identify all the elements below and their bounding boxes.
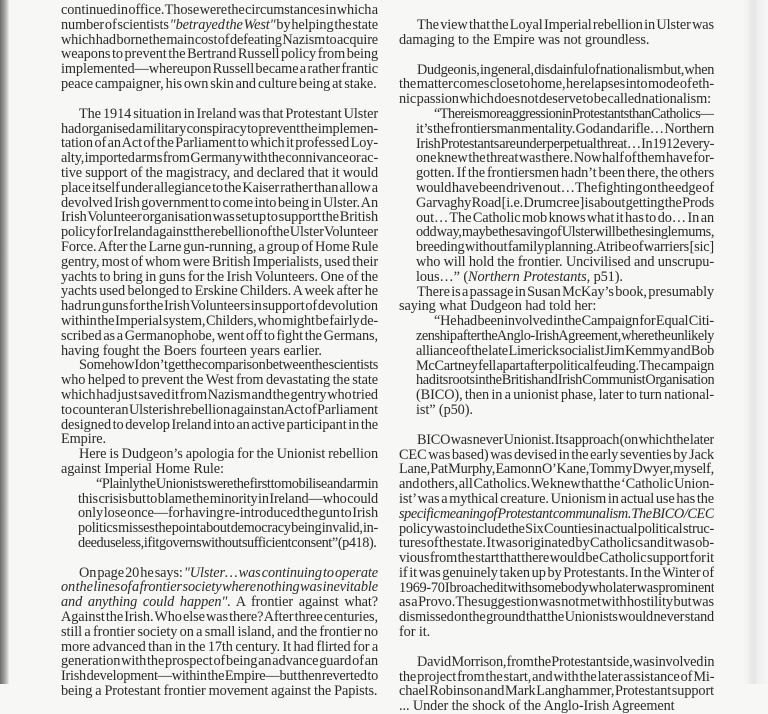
text-line: who will hold the frontier. Uncivilised and unscrupu- [416, 254, 714, 270]
text-line: and others, all Catholics. We knew that the ‘Catholic Union- [399, 477, 714, 492]
paragraph [61, 566, 378, 699]
text-line: odd way, maybe the saving of Ulster will be the single mums, [416, 225, 714, 241]
text-line: “He had been involved in the Campaign for Equal Citi- [434, 314, 714, 329]
text-line: being a Protestant frontier movement against the Papists. [61, 684, 378, 699]
text-line: would have been driven out… The fighting on the edge of [416, 180, 714, 196]
text-line: it’s the frontiersman mentality. God and a rifle… Northern [416, 121, 714, 137]
text-line [399, 507, 714, 522]
page-left-edge-shadow [0, 0, 9, 684]
text-run: , p51). [586, 269, 623, 285]
text-run: number of scientists [61, 17, 170, 33]
text-line: which had borne the main cost of defeating Nazism to acquire [61, 32, 378, 48]
paragraph [399, 655, 714, 714]
text-line: the project from the start, and with the later assistance of Mi- [399, 669, 714, 685]
paragraph [399, 18, 714, 48]
italic-text: Northern Protestants [468, 269, 587, 285]
text-line: Irish Protestants are under perpetual threat… In 1912 every- [416, 136, 714, 152]
text-line: had run guns for the Irish Volunteers in support of devolution [61, 299, 378, 314]
text-line: BICO was never Unionist. Its approach (on which the later [417, 432, 714, 448]
text-line: tures of the state. It was originated by Catholics and it was ob- [399, 536, 714, 552]
text-line: Dudgeon is, in general, disdainful of nationalism but, when [417, 62, 714, 78]
italic-text: specific meaning of Protestant communalism. The BICO/CEC [399, 506, 714, 522]
text-line: The view that the Loyal Imperial rebellion in Ulster was [417, 18, 714, 33]
text-line [61, 18, 378, 33]
text-line: only lose once—for having re-introduced the gun to Irish [78, 506, 378, 522]
text-line: Force. After the Larne gun-running, a group of Home Rule [61, 239, 378, 255]
text-line: weapons to prevent the Bertrand Russell policy from being [61, 47, 378, 63]
text-line: Lane, Pat Murphy, Eamonn O’Kane, Tommy Dwyer, myself, [399, 462, 714, 478]
right-column [399, 3, 714, 714]
text-line: more advanced than in the 17th century. It had flirted for a [61, 639, 378, 655]
block-quote [61, 477, 378, 551]
text-line: “There is more aggression in Protestants than Catholics— [434, 106, 714, 122]
text-line: McCartney fell apart after political feuding. The campaign [416, 358, 714, 374]
text-line: having fought the Boers fourteen years earlier. [61, 343, 322, 359]
text-line: ist” (p50). [416, 402, 473, 418]
text-line: tive support of the magistracy, and declared that it would [61, 165, 378, 181]
text-line: There is a passage in Susan McKay’s book, presumably [417, 284, 714, 300]
text-line: Somehow I don’t get the comparison between the scientists [79, 358, 378, 374]
text-line: generation with the prospect of being an advance guard of an [61, 654, 378, 670]
text-line: policy for Ireland against the rebellion of the Ulster Volunteer [61, 225, 378, 240]
text-line: had organised a military conspiracy to prevent the implemen- [61, 121, 378, 137]
text-line: which had just saved it from Nazism and the gentry who tried [61, 387, 378, 403]
paragraph [399, 433, 714, 640]
text-line: this crisis but to blame the minority in Ireland—who could [78, 491, 378, 507]
text-line: within the Imperial system, Childers, who might be fairly de- [61, 313, 378, 329]
text-line: designed to develop Ireland into an active participant in the [61, 417, 378, 433]
italic-text: on the lines of a frontier society where nothing was inevitable [61, 580, 378, 596]
paragraph [61, 107, 378, 359]
text-line: David Morrison, from the Protestant side, was involved in [417, 654, 714, 670]
italic-text: "betrayed the West" [169, 17, 276, 33]
text-line: continued in office. Those were the circumstances in which a [61, 3, 378, 18]
text-line: Here is Dudgeon’s apologia for the Unionist rebellion [79, 447, 378, 462]
block-quote [399, 314, 714, 418]
text-line: one knew the threat was there. Now half of them have for- [416, 151, 714, 167]
paragraph [399, 285, 714, 315]
text-line: peace campaigner, his own skin and culture being at stake. [61, 76, 377, 92]
text-line: deed useless, if it governs without sufficient consent” (p418). [78, 535, 377, 551]
text-run: A frontier against what? [230, 595, 378, 611]
paragraph [61, 447, 378, 477]
text-line: 1969-70 I broached it with somebody who later was prominent [399, 580, 714, 596]
paragraph [399, 63, 714, 107]
text-line: ist’ was a mythical creature. Unionism in actual use has the [399, 491, 714, 507]
text-line: (BICO), then in a unionist phase, later to turn national- [416, 388, 714, 403]
block-quote [399, 107, 714, 285]
text-line: yachts used belonged to Erskine Childers. A week after he [61, 284, 378, 300]
text-line: Against the Irish. Who else was there? After three centuries, [61, 610, 378, 625]
text-line: still a frontier society on a small island, and the frontier no [61, 624, 378, 640]
text-line: nic passion which does not deserve to be called nationalism: [399, 92, 712, 107]
text-line: “Plainly the Unionists were the first to mobilise and arm in [96, 476, 378, 492]
text-line [61, 595, 378, 610]
text-line: yachts to bring in guns for the Irish Volunteers. One of the [61, 269, 378, 285]
text-line: as a Provo. The suggestion was not met with hostility but was [399, 595, 714, 611]
italic-text: "Ulster… was continuing to operate [183, 565, 378, 581]
text-line: alliance of the late Limerick socialist Jim Kemmy and Bob [416, 343, 714, 359]
text-line: devolved Irish government to come into being in Ulster. An [61, 195, 378, 211]
text-line [61, 580, 378, 595]
text-line: to counter an Ulsterish rebellion against an Act of Parliament [61, 402, 378, 418]
text-line: damaging to the Empire was not groundless. [399, 32, 650, 48]
text-run: lous…” ( [416, 269, 469, 285]
text-line: policy was to include the Six Counties in actual political struc- [399, 521, 714, 537]
text-line: Irish development—within the Empire—but then reverted to [61, 669, 378, 685]
left-column [61, 3, 378, 699]
text-line: tation of an Act of the Parliament to which it professed Loy- [61, 136, 378, 152]
text-line [416, 270, 714, 285]
text-line: the matter comes close to home, he relapses into mode of eth- [399, 77, 714, 93]
text-line [61, 566, 378, 581]
text-line: Irish Volunteer organisation was set up to support the British [61, 210, 378, 226]
text-line: CEC was based) was devised in the early seventies by Jack [399, 447, 714, 463]
text-line: against Imperial Home Rule: [61, 461, 224, 477]
text-line: chael Robinson and Mark Langhammer, Protestant support [399, 684, 714, 700]
text-line: gotten. If the frontiersmen hadn’t been there, the others [416, 166, 714, 181]
text-line: saying what Dudgeon had told her: [399, 299, 597, 315]
text-line: Empire. [61, 432, 106, 448]
text-line: gentry, most of whom were British Imperialists, used their [61, 254, 378, 270]
paragraph [61, 358, 378, 447]
text-line: vious from the start that there would be Catholic support for it [399, 551, 714, 566]
page-right-edge-shadow [742, 0, 768, 684]
text-line: politics misses the point about democracy being invalid, in- [78, 521, 378, 536]
text-line: out… The Catholic mob knows what it has to do… In an [416, 210, 714, 226]
text-line: who helped to prevent the West from devastating the state [61, 373, 378, 388]
paragraph [61, 3, 378, 92]
italic-text: and anything could happen". [61, 595, 231, 611]
text-line: ... Under the shock of the Anglo-Irish Agreement [399, 699, 675, 714]
text-line: for it. [399, 625, 431, 640]
text-line: implemented—whereupon Russell became a rather frantic [61, 62, 378, 77]
text-line: dismissed on the ground that the Unionists would never stand [399, 610, 714, 626]
text-line: alty, imported arms from Germany with the connivance or ac- [61, 151, 378, 166]
text-line: had its roots in the British and Irish Communist Organisation [416, 373, 714, 389]
text-line: place itself under allegiance to the Kaiser rather than allow a [61, 180, 378, 196]
text-run: On page 20 he says: [79, 565, 184, 581]
text-run: by helping the state [275, 17, 378, 33]
text-line: zenship after the Anglo-Irish Agreement, where the unlikely [416, 328, 714, 344]
text-line: scribed as a Germanophobe, went off to fight the Germans, [61, 328, 378, 344]
text-line: The 1914 situation in Ireland was that Protestant Ulster [79, 106, 378, 122]
text-line: Garvaghy Road [i.e. Drumcree] is about getting the Prods [416, 195, 714, 211]
text-line: breeding without family planning. A tribe of warriers [sic] [416, 240, 714, 255]
text-line: if it was genuinely taken up by Protestants. In the Winter of [399, 565, 714, 581]
